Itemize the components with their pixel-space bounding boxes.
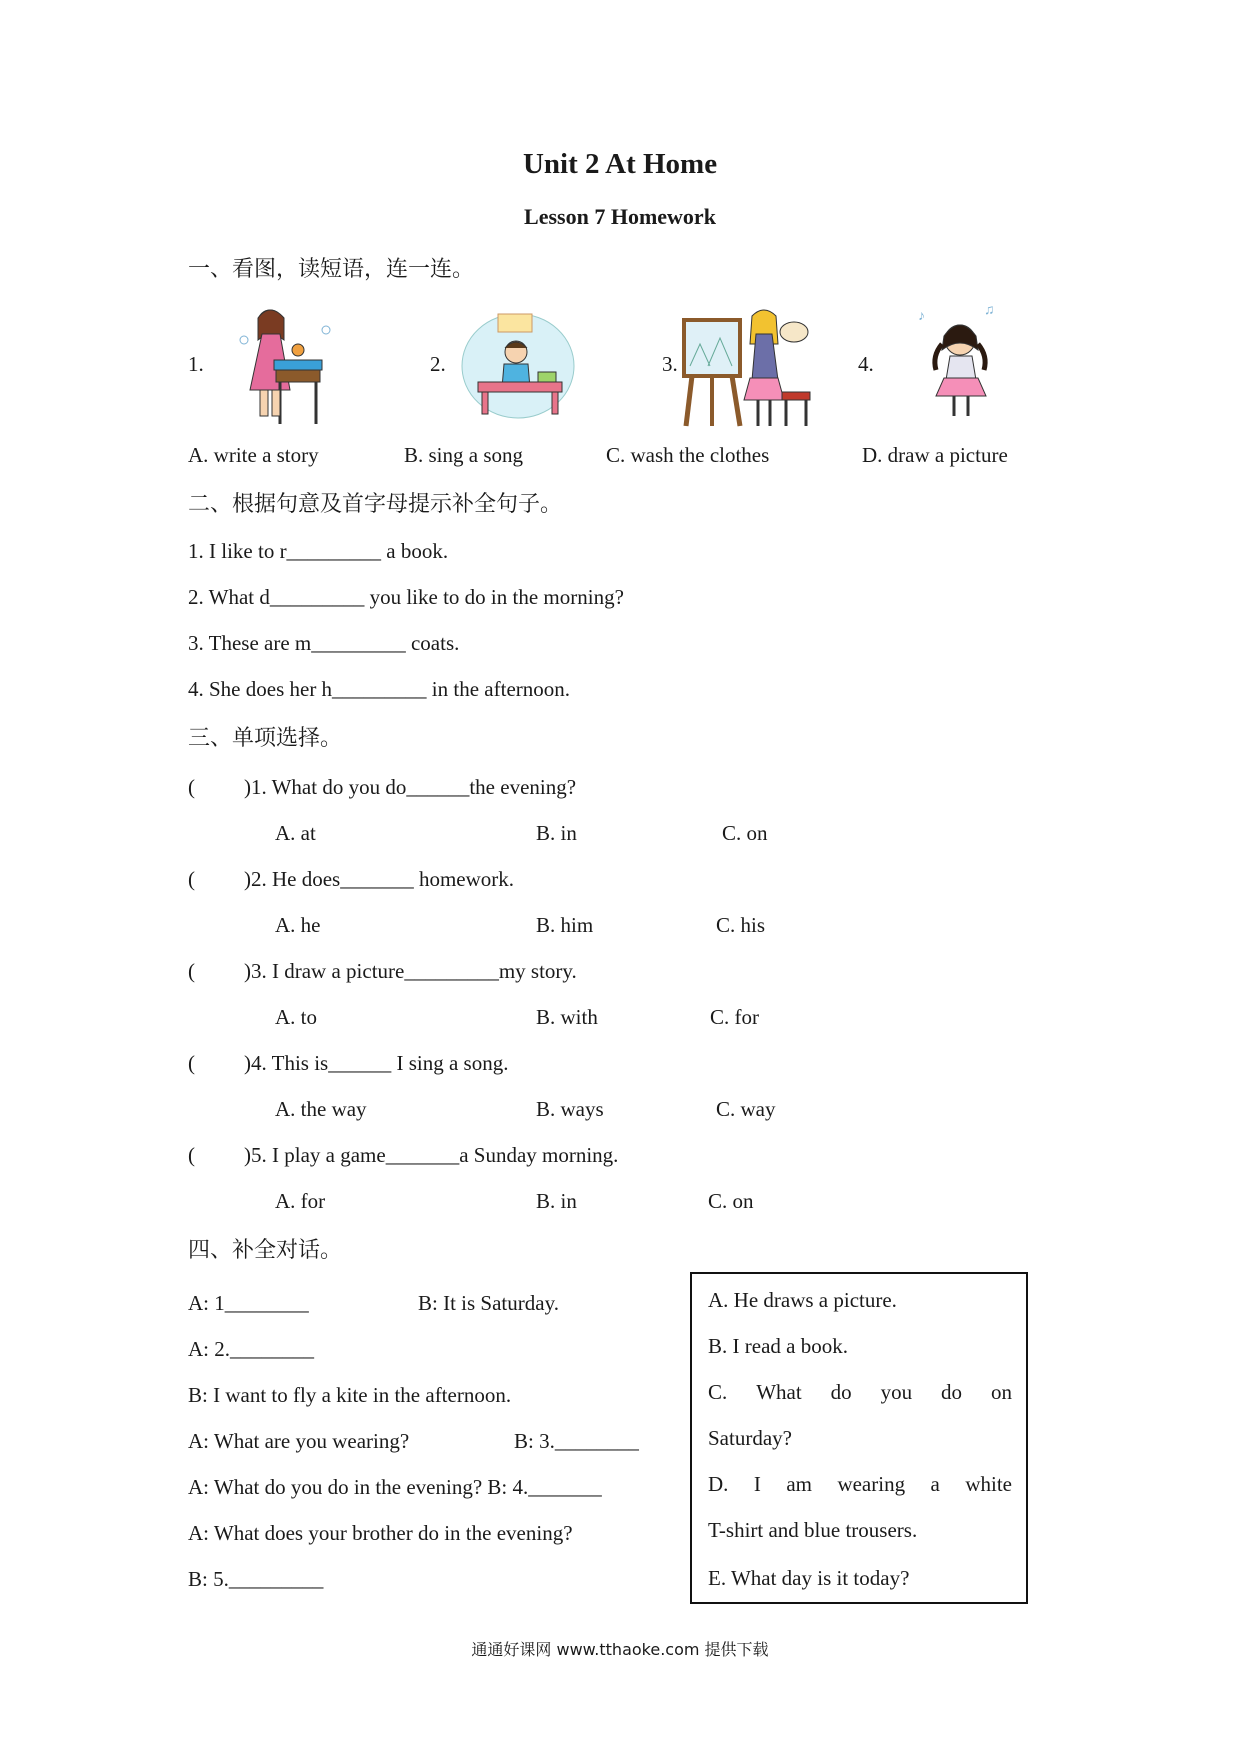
question-3-option-b: B. with [536, 1005, 598, 1029]
box-choice-c-line2: Saturday? [708, 1426, 792, 1450]
match-option-a: A. write a story [188, 443, 319, 467]
dialogue-line-1b: B: It is Saturday. [418, 1291, 559, 1315]
dialogue-line-5: A: What do you do in the evening? B: 4._______ [188, 1475, 602, 1499]
fill-blank-item-2: 2. What d_________ you like to do in the morning? [188, 585, 624, 609]
fill-blank-item-4: 4. She does her h_________ in the afternoon. [188, 677, 571, 701]
question-5: )5. I play a game_______a Sunday morning. [244, 1143, 619, 1167]
question-1-option-a: A. at [275, 821, 316, 845]
girl-painting-at-easel-icon [682, 304, 816, 428]
question-2-option-c: C. his [716, 913, 766, 937]
box-word: I [753, 1472, 761, 1496]
section1-heading: 一、看图，读短语，连一连。 [188, 256, 475, 281]
picture-number-3: 3. [662, 352, 678, 376]
box-word: do [830, 1380, 852, 1404]
question-3: )3. I draw a picture_________my story. [244, 959, 577, 983]
box-choice-d-line2: T-shirt and blue trousers. [708, 1518, 918, 1542]
svg-text:♫: ♫ [984, 303, 995, 318]
question-1-option-c: C. on [722, 821, 768, 845]
footer-source: 通通好课网 www.tthaoke.com 提供下载 [471, 1640, 769, 1659]
dialogue-line-1a: A: 1________ [188, 1291, 309, 1315]
question-5-option-b: B. in [536, 1189, 577, 1213]
box-choice-e: E. What day is it today? [708, 1566, 910, 1590]
picture-number-1: 1. [188, 352, 204, 376]
answer-paren-3: ( [188, 959, 195, 983]
question-3-option-a: A. to [275, 1005, 317, 1029]
box-word: C. [708, 1380, 728, 1404]
question-3-option-c: C. for [710, 1005, 759, 1029]
boy-writing-at-desk-icon [458, 308, 576, 420]
box-choice-a: A. He draws a picture. [708, 1288, 897, 1312]
fill-blank-item-3: 3. These are m_________ coats. [188, 631, 460, 655]
match-option-d: D. draw a picture [862, 443, 1008, 467]
answer-paren-5: ( [188, 1143, 195, 1167]
question-4-option-a: A. the way [275, 1097, 367, 1121]
box-word: do [941, 1380, 962, 1404]
girl-washing-clothes-icon [228, 300, 334, 428]
box-word: D. [708, 1472, 729, 1496]
answer-paren-4: ( [188, 1051, 195, 1075]
page-title: Unit 2 At Home [522, 148, 718, 180]
section3-heading: 三、单项选择。 [188, 725, 343, 750]
question-1-option-b: B. in [536, 821, 577, 845]
dialogue-line-2: A: 2.________ [188, 1337, 314, 1361]
answer-paren-2: ( [188, 867, 195, 891]
question-2-option-b: B. him [536, 913, 594, 937]
girl-singing-icon [914, 300, 1010, 422]
section4-heading: 四、补全对话。 [188, 1237, 343, 1262]
fill-blank-item-1: 1. I like to r_________ a book. [188, 539, 449, 563]
question-1: )1. What do you do______the evening? [244, 775, 577, 799]
question-2: )2. He does_______ homework. [244, 867, 515, 891]
box-word: wearing [837, 1472, 906, 1496]
box-word: am [786, 1472, 812, 1496]
match-option-b: B. sing a song [404, 443, 524, 467]
answer-paren-1: ( [188, 775, 195, 799]
box-word: white [965, 1472, 1012, 1496]
dialogue-line-3: B: I want to fly a kite in the afternoon. [188, 1383, 512, 1407]
match-option-c: C. wash the clothes [606, 443, 770, 467]
answer-choices-box [690, 1272, 1028, 1604]
box-choice-c-line1 [708, 1380, 1012, 1405]
page-subtitle: Lesson 7 Homework [524, 204, 716, 229]
box-choice-b: B. I read a book. [708, 1334, 848, 1358]
picture-number-2: 2. [430, 352, 446, 376]
svg-text:♪: ♪ [918, 309, 925, 324]
dialogue-line-7: B: 5._________ [188, 1567, 324, 1591]
dialogue-line-6: A: What does your brother do in the evening? [188, 1521, 573, 1545]
box-choice-d-line1 [708, 1472, 1012, 1497]
question-2-option-a: A. he [275, 913, 321, 937]
dialogue-line-4b: B: 3.________ [514, 1429, 639, 1453]
box-word: on [990, 1380, 1012, 1404]
question-4-option-b: B. ways [536, 1097, 604, 1121]
box-word: What [756, 1380, 802, 1404]
question-4-option-c: C. way [716, 1097, 776, 1121]
box-word: you [880, 1380, 913, 1404]
box-word: a [930, 1472, 940, 1496]
question-5-option-c: C. on [708, 1189, 754, 1213]
picture-number-4: 4. [858, 352, 874, 376]
section2-heading: 二、根据句意及首字母提示补全句子。 [188, 491, 563, 516]
question-5-option-a: A. for [275, 1189, 326, 1213]
dialogue-line-4a: A: What are you wearing? [188, 1429, 410, 1453]
question-4: )4. This is______ I sing a song. [244, 1051, 509, 1075]
